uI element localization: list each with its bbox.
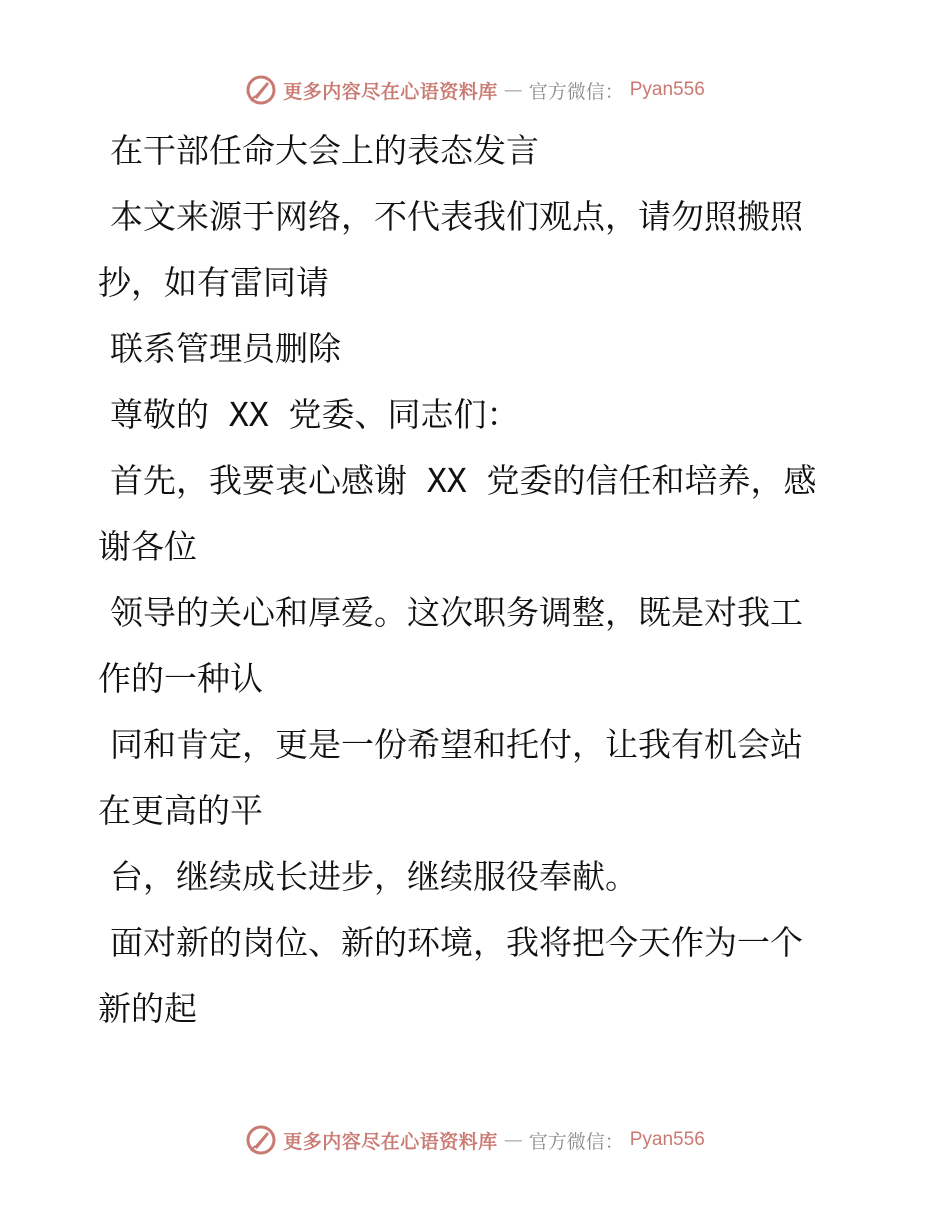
quill-logo-icon [245, 1124, 277, 1156]
header-watermark [0, 70, 950, 110]
watermark-id: Pyan556 [629, 79, 705, 100]
document-body [98, 118, 838, 1042]
quill-logo-icon [245, 74, 277, 106]
watermark-text: 更多内容尽在心语资料库 [283, 1130, 498, 1153]
paragraph: 联系管理员删除 [110, 329, 341, 368]
watermark-separator: — [503, 79, 523, 101]
watermark-separator: — [503, 1129, 523, 1151]
watermark-id: Pyan556 [629, 1129, 705, 1150]
paragraph: 同和肯定，更是一份希望和托付，让我有机会站 在更高的平 [98, 725, 803, 830]
watermark-brand: 官方微信： [528, 80, 624, 103]
paragraph: 台，继续成长进步，继续服役奉献。 [110, 857, 638, 896]
paragraph: 首先，我要衷心感谢 XX 党委的信任和培养，感 谢各位 [98, 461, 817, 566]
paragraph: 领导的关心和厚爱。这次职务调整，既是对我工 作的一种认 [98, 593, 803, 698]
watermark-brand: 官方微信： [528, 1130, 624, 1153]
watermark-text: 更多内容尽在心语资料库 [283, 80, 498, 103]
paragraph: 在干部任命大会上的表态发言 [110, 131, 539, 170]
paragraph: 面对新的岗位、新的环境，我将把今天作为一个 新的起 [98, 923, 803, 1028]
paragraph: 本文来源于网络，不代表我们观点，请勿照搬照 抄，如有雷同请 [98, 197, 803, 302]
paragraph: 尊敬的 XX 党委、同志们： [110, 395, 520, 434]
footer-watermark [0, 1120, 950, 1160]
